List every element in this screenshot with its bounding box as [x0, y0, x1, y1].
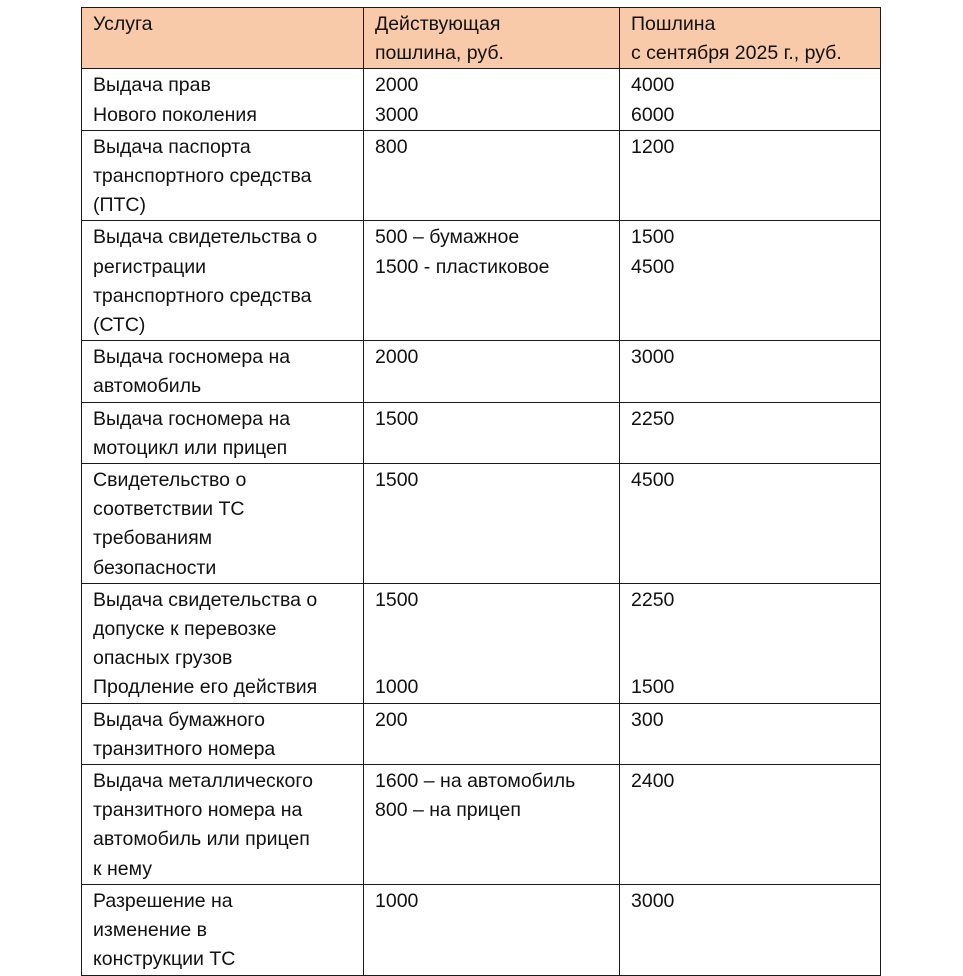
current-fee-cell [364, 583, 620, 703]
current-fee-cell [364, 703, 620, 764]
table-row [82, 130, 881, 221]
service-cell [82, 583, 364, 703]
header-service-text: Услуга [93, 13, 153, 35]
service-line: автомобиль [93, 375, 202, 398]
new-fee-cell [620, 884, 881, 975]
current-fee-cell [364, 341, 620, 402]
service-cell [82, 464, 364, 584]
service-cell [82, 69, 364, 130]
service-line: (СТС) [93, 314, 146, 337]
fees-table [81, 7, 881, 976]
service-line: соответствии ТС [93, 498, 245, 521]
new-fee-cell [620, 765, 881, 885]
service-line: Выдача бумажного [93, 708, 265, 731]
table-row [82, 341, 881, 402]
new-fee-cell [620, 464, 881, 584]
header-row [82, 8, 881, 69]
table-header [82, 8, 881, 69]
new-fee-cell [620, 583, 881, 703]
service-line: Выдача госномера на [93, 407, 291, 430]
service-line: автомобиль или прицеп [93, 828, 310, 851]
header-current-fee [364, 8, 620, 69]
new-fee-line: 2400 [631, 770, 675, 793]
service-line: конструкции ТС [93, 948, 236, 971]
new-fee-line: 2250 [631, 588, 675, 611]
header-new-fee [620, 8, 881, 69]
current-fee-line: 800 – на прицеп [375, 799, 521, 822]
header-service [82, 8, 364, 69]
table-row [82, 221, 881, 341]
service-line: к нему [93, 857, 152, 880]
new-fee-line: 1500 [631, 676, 675, 699]
new-fee-line: 2250 [631, 407, 675, 430]
new-fee-line: 6000 [631, 103, 675, 126]
service-cell [82, 884, 364, 975]
current-fee-cell [364, 69, 620, 130]
service-line: транспортного средства [93, 284, 312, 307]
table-row [82, 765, 881, 885]
current-fee-line: 1000 [375, 676, 419, 699]
header-current-line: пошлина, руб. [375, 42, 504, 65]
new-fee-line: 4000 [631, 74, 675, 97]
service-line: опасных грузов [93, 647, 233, 670]
current-fee-line: 1600 – на автомобиль [375, 770, 576, 793]
service-line: безопасности [93, 556, 217, 579]
service-line: регистрации [93, 255, 207, 278]
table-row [82, 583, 881, 703]
current-fee-line: 1500 [375, 588, 419, 611]
new-fee-cell [620, 341, 881, 402]
service-line: транзитного номера [93, 737, 276, 760]
service-cell [82, 130, 364, 221]
current-fee-line: 2000 [375, 74, 419, 97]
service-cell [82, 341, 364, 402]
service-line: Продление его действия [93, 676, 318, 699]
new-fee-line: 4500 [631, 255, 675, 278]
table-row [82, 69, 881, 130]
service-line: изменение в [93, 919, 207, 942]
service-line: Выдача свидетельства о [93, 588, 318, 611]
new-fee-cell [620, 703, 881, 764]
current-fee-line: 800 [375, 135, 408, 158]
service-line: мотоцикл или прицеп [93, 436, 288, 459]
table-row [82, 402, 881, 463]
current-fee-line: 3000 [375, 103, 419, 126]
new-fee-cell [620, 69, 881, 130]
current-fee-line: 500 – бумажное [375, 226, 520, 249]
table-row [82, 703, 881, 764]
service-line: Выдача прав [93, 74, 211, 97]
new-fee-line: 300 [631, 708, 664, 731]
service-cell [82, 221, 364, 341]
service-line: (ПТС) [93, 194, 146, 217]
service-line: Выдача металлического [93, 770, 313, 793]
current-fee-cell [364, 464, 620, 584]
new-fee-line: 4500 [631, 469, 675, 492]
new-fee-line: 3000 [631, 346, 675, 369]
current-fee-cell [364, 130, 620, 221]
new-fee-line: 1500 [631, 226, 675, 249]
current-fee-line: 2000 [375, 346, 419, 369]
service-cell [82, 765, 364, 885]
current-fee-cell [364, 884, 620, 975]
table-row [82, 464, 881, 584]
current-fee-cell [364, 221, 620, 341]
service-cell [82, 703, 364, 764]
header-new-line: с сентября 2025 г., руб. [631, 42, 842, 65]
current-fee-line: 1500 [375, 407, 419, 430]
current-fee-cell [364, 765, 620, 885]
service-line: Свидетельство о [93, 469, 247, 492]
header-new-line: Пошлина [631, 13, 716, 35]
table-row [82, 884, 881, 975]
service-line: Выдача госномера на [93, 346, 291, 369]
new-fee-cell [620, 130, 881, 221]
new-fee-line: 3000 [631, 889, 675, 912]
service-line: требованиям [93, 527, 213, 550]
current-fee-cell [364, 402, 620, 463]
new-fee-cell [620, 221, 881, 341]
current-fee-line: 1500 - пластиковое [375, 255, 550, 278]
current-fee-line: 1000 [375, 889, 419, 912]
service-line: транзитного номера на [93, 799, 303, 822]
table-body [82, 69, 881, 975]
service-line: допуске к перевозке [93, 618, 277, 641]
service-line: транспортного средства [93, 165, 312, 188]
new-fee-cell [620, 402, 881, 463]
current-fee-line: 1500 [375, 469, 419, 492]
service-line: Выдача паспорта [93, 135, 251, 158]
new-fee-line: 1200 [631, 135, 675, 158]
current-fee-line: 200 [375, 708, 408, 731]
service-line: Разрешение на [93, 889, 233, 912]
service-line: Нового поколения [93, 103, 257, 126]
header-current-line: Действующая [375, 13, 501, 35]
service-line: Выдача свидетельства о [93, 226, 318, 249]
service-cell [82, 402, 364, 463]
